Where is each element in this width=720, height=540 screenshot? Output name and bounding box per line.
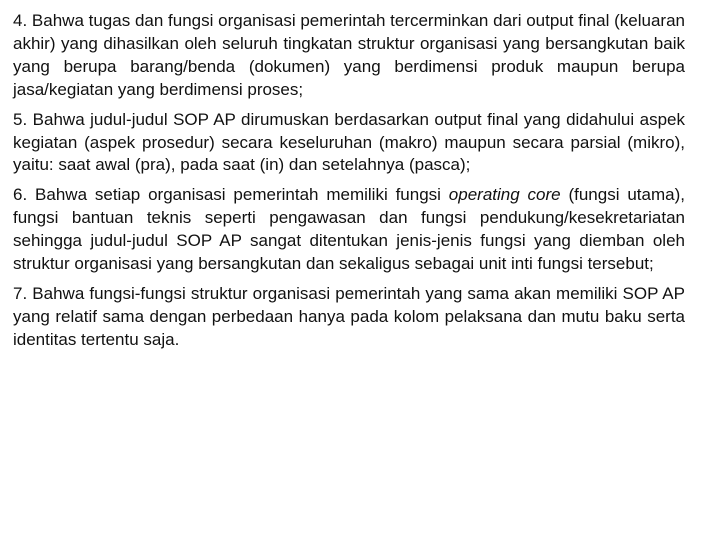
- point-text-italic: operating core: [448, 185, 561, 205]
- point-number: 5.: [13, 109, 28, 129]
- point-7: [13, 283, 685, 352]
- point-4: [13, 10, 685, 102]
- point-text: Bahwa fungsi-fungsi struktur organisasi pemerintah yang sama akan memiliki SOP AP yang relatif sama dengan perbedaan hanya pada kolom pelaksana dan mutu baku serta identitas tertentu saja.: [13, 283, 685, 349]
- text-content: [13, 10, 685, 359]
- point-text: Bahwa judul-judul SOP AP dirumuskan berdasarkan output final yang didahului aspek kegiatan (aspek prosedur) secara keseluruhan (makro) maupun secara parsial (mikro), yaitu: saat awal (pra), pada saat (in) dan setelahnya (pasca);: [13, 109, 685, 175]
- point-text: Bahwa tugas dan fungsi organisasi pemerintah tercerminkan dari output final (keluaran akhir) yang dihasilkan oleh seluruh tingkatan struktur organisasi yang bersangkutan baik yang berupa barang/benda (dokumen) yang berdimensi produk maupun berupa jasa/kegiatan yang berdimensi proses;: [13, 11, 685, 99]
- point-number: 4.: [13, 11, 28, 30]
- point-number: 6.: [13, 185, 28, 205]
- point-5: [13, 109, 685, 178]
- point-number: 7.: [13, 283, 28, 303]
- point-text-before: Bahwa setiap organisasi pemerintah memiliki fungsi: [35, 185, 441, 205]
- point-text-after: (fungsi utama), fungsi bantuan teknis seperti pengawasan dan fungsi pendukung/kesekretariatan sehingga judul-judul SOP AP sangat ditentukan jenis-jenis fungsi yang diemban oleh struktur organisasi yang bersangkutan dan sekaligus sebagai unit inti fungsi tersebut;: [13, 185, 685, 274]
- point-6: [13, 184, 685, 276]
